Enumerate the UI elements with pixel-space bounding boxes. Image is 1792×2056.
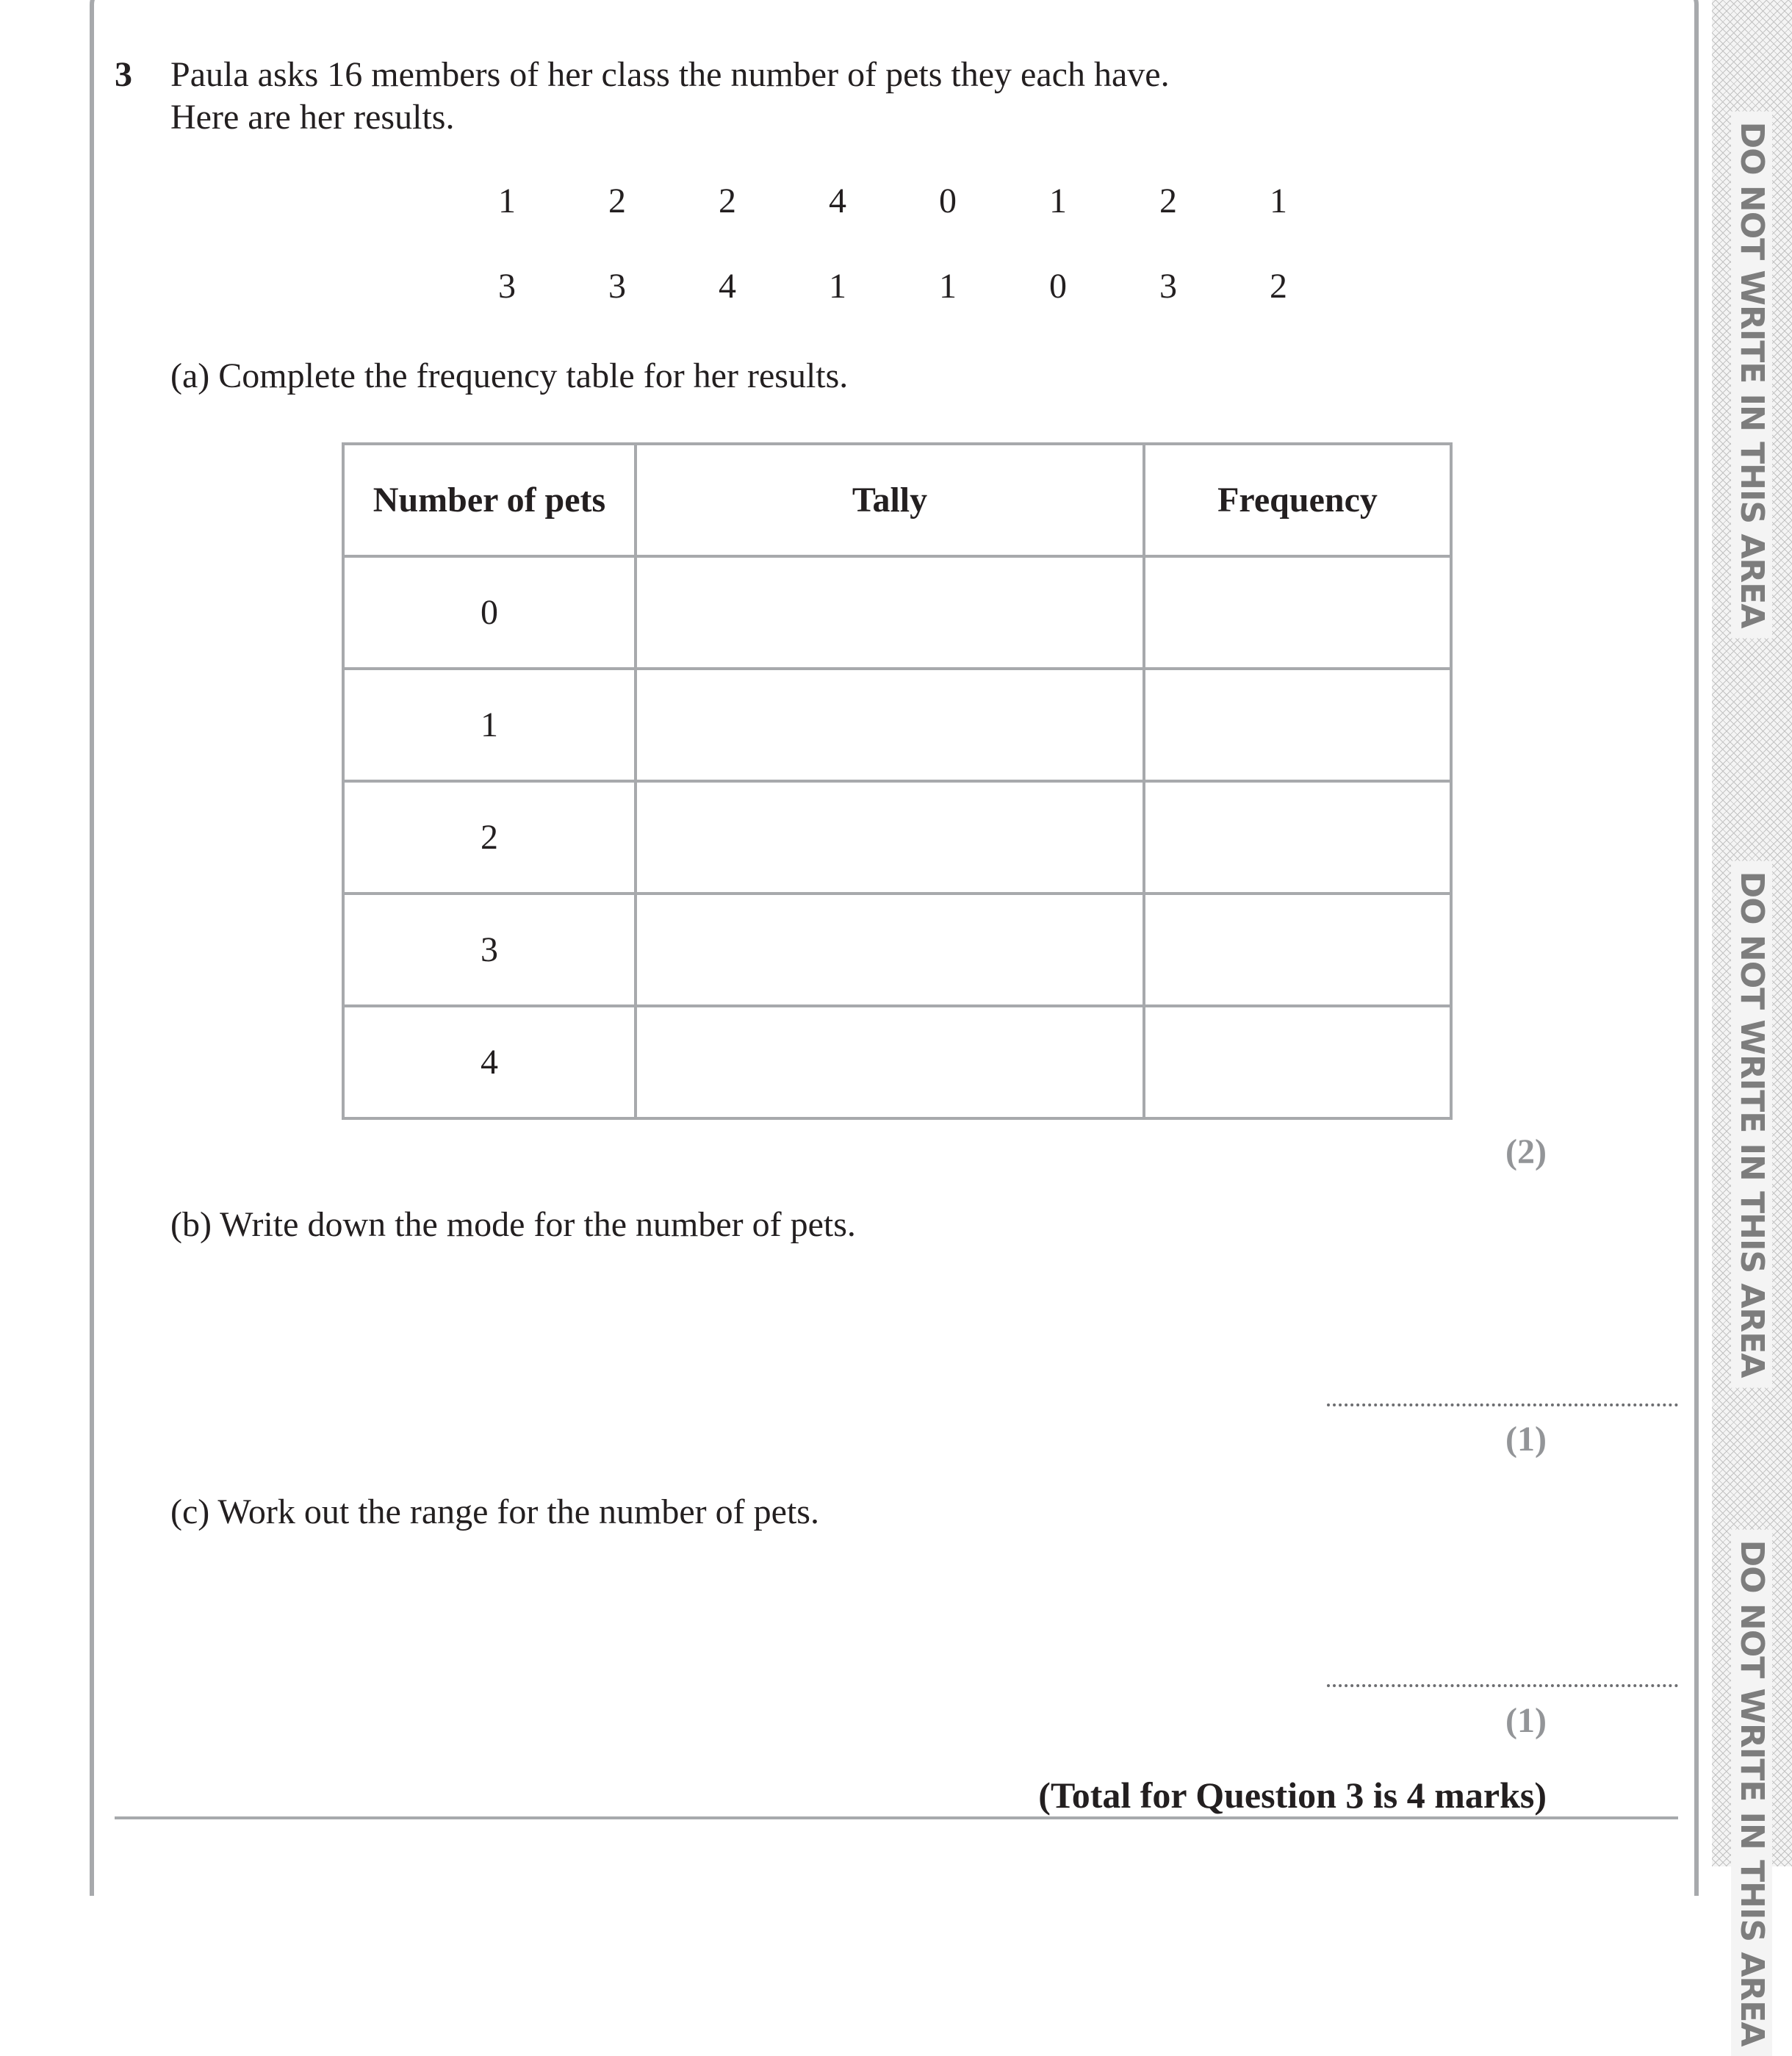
result-value: 3 xyxy=(1159,267,1177,306)
tally-cell[interactable] xyxy=(636,556,1144,669)
results-data xyxy=(485,181,1286,351)
pets-value: 0 xyxy=(343,556,636,669)
tally-cell[interactable] xyxy=(636,781,1144,894)
result-value: 1 xyxy=(939,267,957,306)
result-value: 3 xyxy=(608,267,626,306)
part-b-answer-line[interactable] xyxy=(1327,1403,1678,1406)
result-value: 2 xyxy=(719,181,736,220)
part-c-answer-line[interactable] xyxy=(1327,1684,1678,1687)
frequency-cell[interactable] xyxy=(1144,669,1451,781)
result-value: 2 xyxy=(608,181,626,220)
tally-cell[interactable] xyxy=(636,1006,1144,1118)
part-b-marks: (1) xyxy=(1505,1420,1547,1459)
frequency-cell[interactable] xyxy=(1144,556,1451,669)
question-total: (Total for Question 3 is 4 marks) xyxy=(1038,1775,1547,1816)
part-b-prompt: (b) Write down the mode for the number of pets. xyxy=(170,1205,856,1244)
question-number: 3 xyxy=(115,55,132,94)
frequency-cell[interactable] xyxy=(1144,1006,1451,1118)
tally-cell[interactable] xyxy=(636,894,1144,1006)
results-row xyxy=(485,181,1286,266)
result-value: 2 xyxy=(1159,181,1177,220)
frequency-cell[interactable] xyxy=(1144,781,1451,894)
part-c-prompt: (c) Work out the range for the number of pets. xyxy=(170,1492,819,1531)
result-value: 0 xyxy=(939,181,957,220)
tally-cell[interactable] xyxy=(636,669,1144,781)
result-value: 2 xyxy=(1270,267,1287,306)
table-row xyxy=(343,556,1451,669)
header-tally: Tally xyxy=(636,444,1144,556)
part-c-marks: (1) xyxy=(1505,1701,1547,1740)
table-row xyxy=(343,781,1451,894)
table-row xyxy=(343,1006,1451,1118)
result-value: 4 xyxy=(829,181,846,220)
header-number-of-pets: Number of pets xyxy=(343,444,636,556)
table-row xyxy=(343,894,1451,1006)
part-a-prompt: (a) Complete the frequency table for her results. xyxy=(170,356,849,395)
result-value: 1 xyxy=(1049,181,1067,220)
pets-value: 2 xyxy=(343,781,636,894)
question-intro-2: Here are her results. xyxy=(170,98,455,137)
header-frequency: Frequency xyxy=(1144,444,1451,556)
part-a-marks: (2) xyxy=(1505,1132,1547,1171)
frequency-cell[interactable] xyxy=(1144,894,1451,1006)
pets-value: 4 xyxy=(343,1006,636,1118)
results-row xyxy=(485,266,1286,351)
result-value: 1 xyxy=(1270,181,1287,220)
result-value: 3 xyxy=(498,267,516,306)
pets-value: 1 xyxy=(343,669,636,781)
table-row xyxy=(343,669,1451,781)
frequency-table xyxy=(342,442,1453,1120)
result-value: 4 xyxy=(719,267,736,306)
question-divider xyxy=(115,1816,1678,1819)
result-value: 1 xyxy=(498,181,516,220)
question-intro: Paula asks 16 members of her class the number of pets they each have. xyxy=(170,55,1170,94)
pets-value: 3 xyxy=(343,894,636,1006)
result-value: 0 xyxy=(1049,267,1067,306)
result-value: 1 xyxy=(829,267,846,306)
table-header-row xyxy=(343,444,1451,556)
